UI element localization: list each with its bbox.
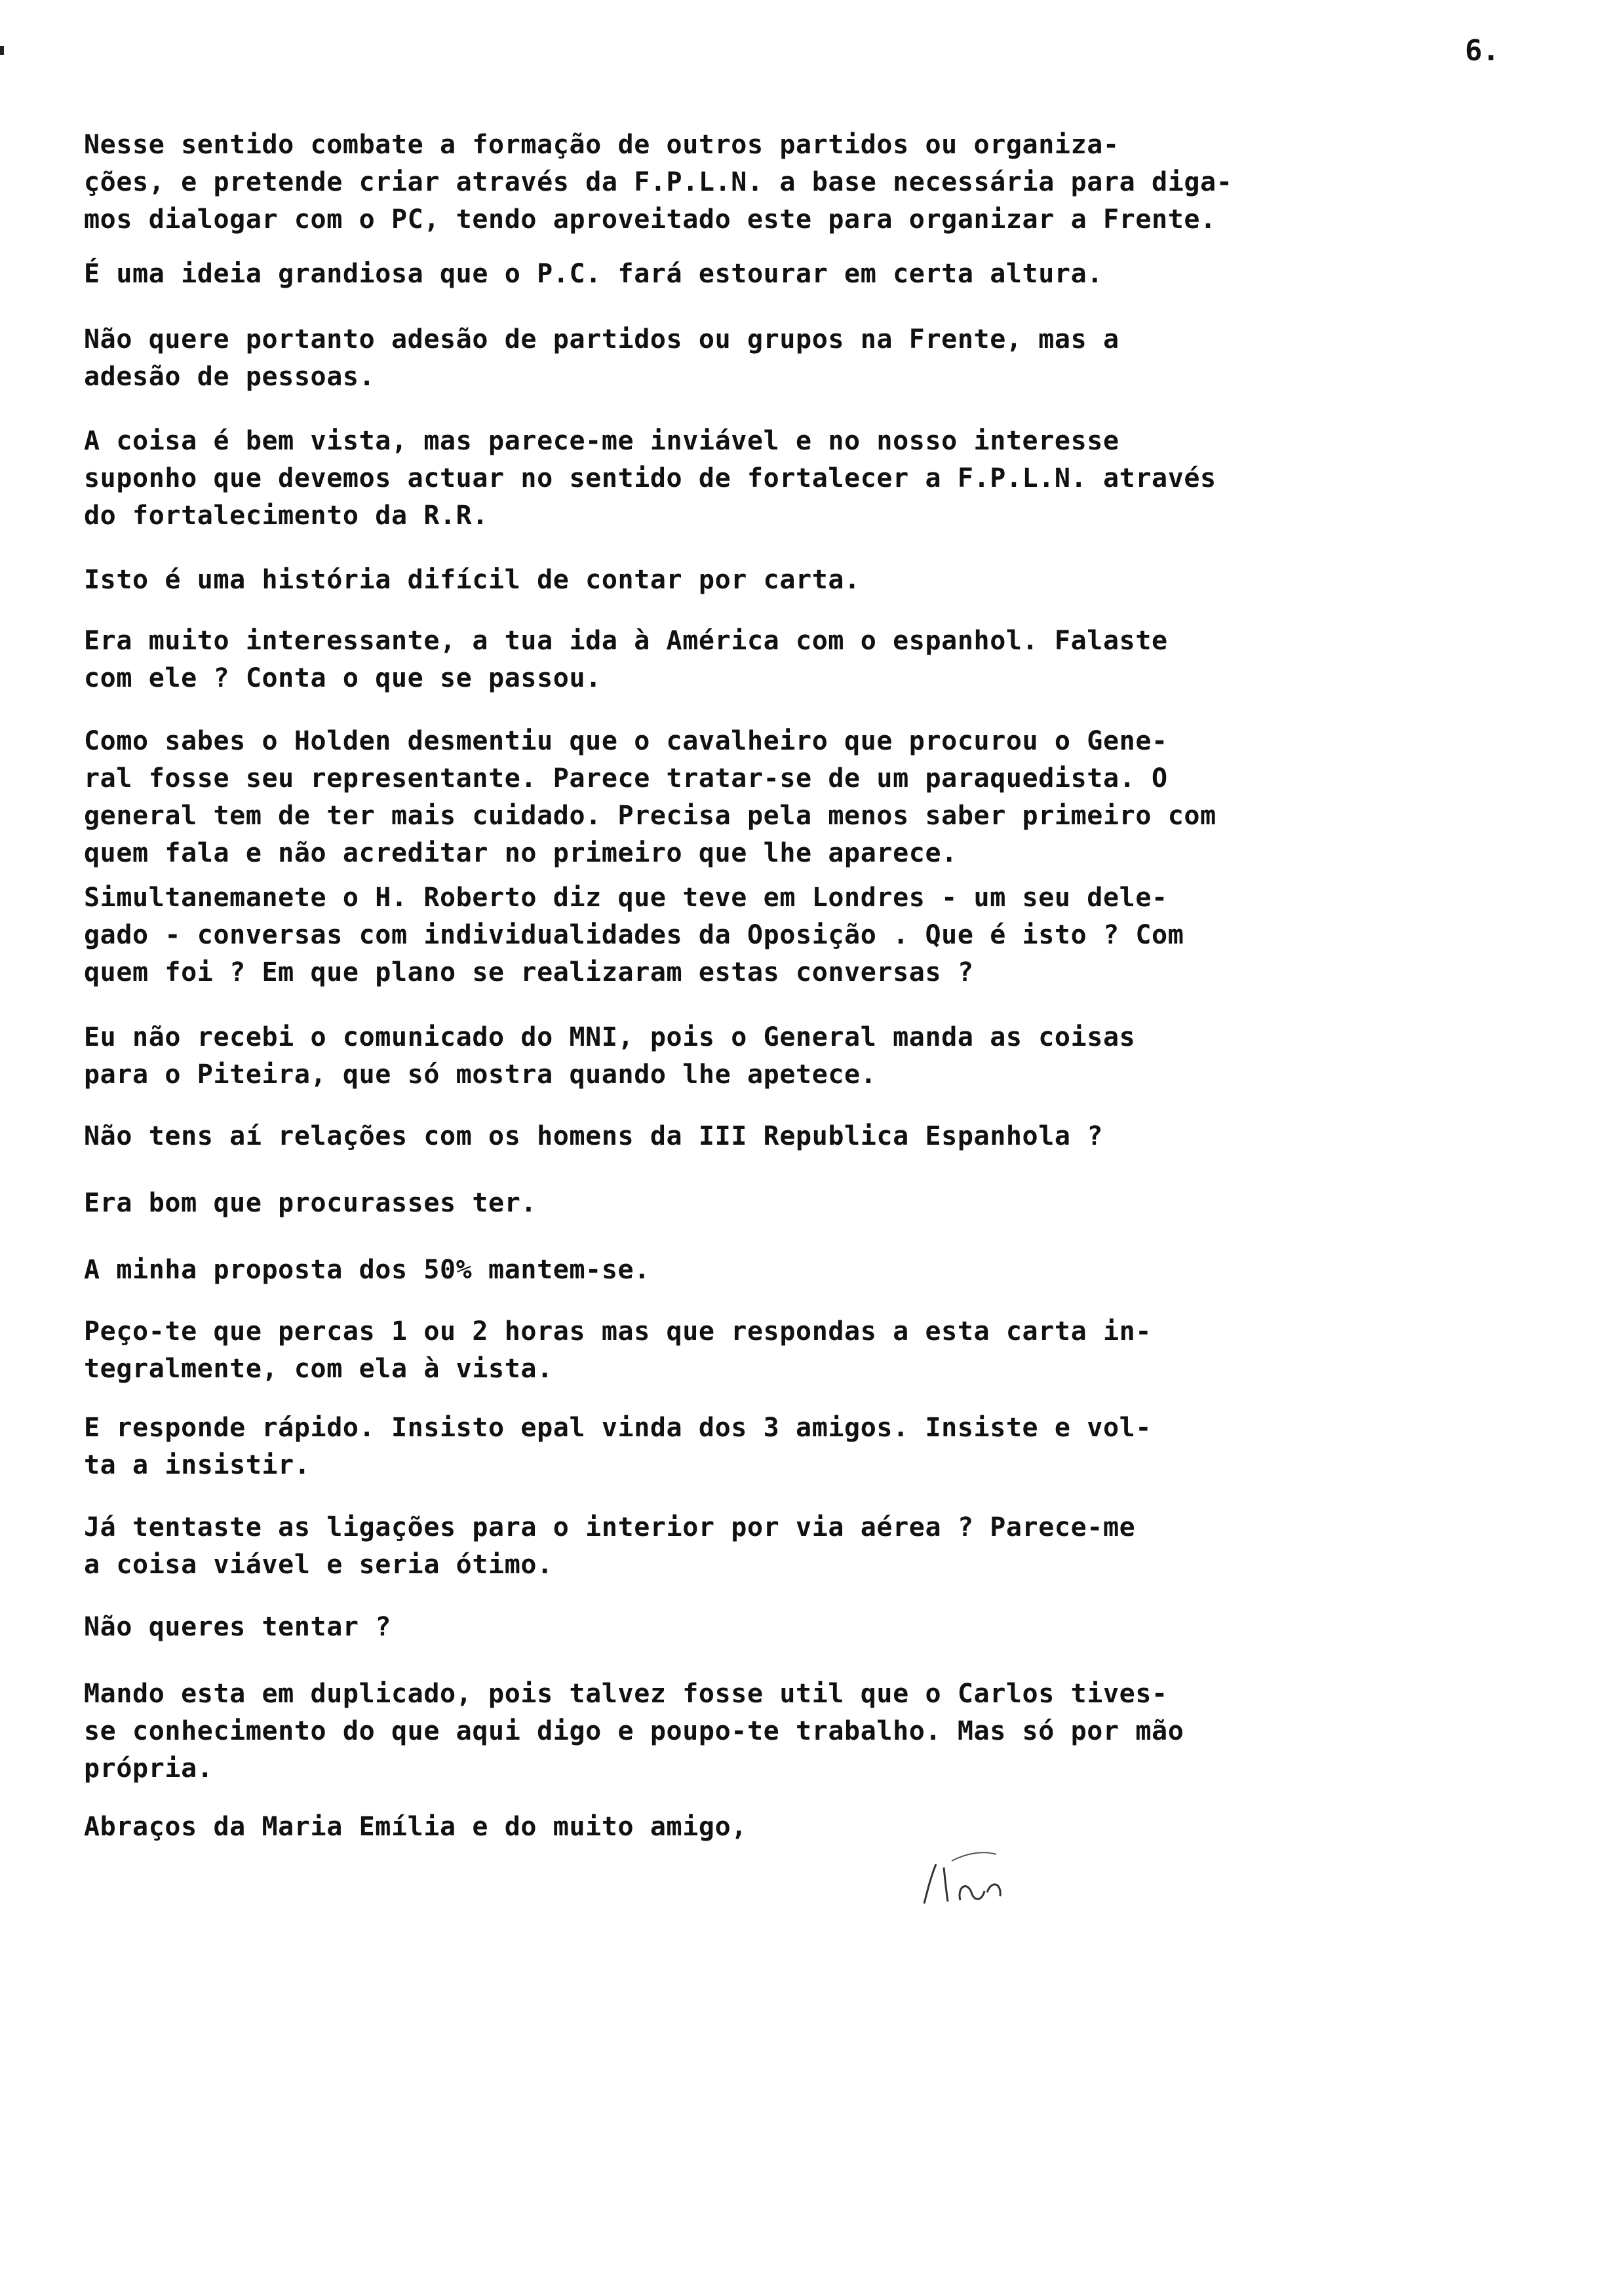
paragraph-12: A minha proposta dos 50% mantem-se.	[84, 1255, 650, 1285]
paragraph-16: Não queres tentar ?	[84, 1612, 391, 1642]
paragraph-14: E responde rápido. Insisto epal vinda dos 3 amigos. Insiste e vol- ta a insistir.	[84, 1413, 1152, 1480]
handwritten-signature	[905, 1841, 1022, 1913]
paragraph-3: Não quere portanto adesão de partidos ou grupos na Frente, mas a adesão de pessoas.	[84, 324, 1119, 392]
paragraph-2: É uma ideia grandiosa que o P.C. fará estourar em certa altura.	[84, 259, 1103, 289]
paragraph-18: Abraços da Maria Emília e do muito amigo,	[84, 1812, 747, 1842]
paragraph-10: Não tens aí relações com os homens da III Republica Espanhola ?	[84, 1121, 1103, 1151]
paragraph-9: Eu não recebi o comunicado do MNI, pois o General manda as coisas para o Piteira, que só mostra quando lhe apetece.	[84, 1022, 1136, 1090]
paragraph-11: Era bom que procurasses ter.	[84, 1188, 537, 1218]
paragraph-13: Peço-te que percas 1 ou 2 horas mas que respondas a esta carta in- tegralmente, com ela à vista.	[84, 1316, 1152, 1384]
paragraph-6: Era muito interessante, a tua ida à América com o espanhol. Falaste com ele ? Conta o que se passou.	[84, 626, 1168, 693]
edge-mark	[0, 46, 4, 55]
paragraph-5: Isto é uma história difícil de contar por carta.	[84, 565, 861, 595]
paragraph-1: Nesse sentido combate a formação de outros partidos ou organiza- ções, e pretende criar através da F.P.L.N. a base necessária para diga- mos dialogar com o PC, tendo aproveitado este para organizar a Frente.	[84, 130, 1233, 235]
paragraph-7: Como sabes o Holden desmentiu que o cavalheiro que procurou o Gene- ral fosse seu representante. Parece tratar-se de um paraquedista. O general tem de ter mais cuidado. Precisa pela menos saber primeiro com quem fala e não acreditar no primeiro que lhe aparece.	[84, 726, 1216, 868]
paragraph-4: A coisa é bem vista, mas parece-me inviável e no nosso interesse suponho que devemos actuar no sentido de fortalecer a F.P.L.N. através do fortalecimento da R.R.	[84, 426, 1216, 531]
page-number: 6.	[1465, 34, 1500, 67]
paragraph-17: Mando esta em duplicado, pois talvez fosse util que o Carlos tives- se conhecimento do que aqui digo e poupo-te trabalho. Mas só por mão própria.	[84, 1679, 1184, 1784]
paragraph-8: Simultanemanete o H. Roberto diz que teve em Londres - um seu dele- gado - conversas com individualidades da Oposição . Que é isto ? Com quem foi ? Em que plano se realizaram estas conversas ?	[84, 883, 1184, 987]
paragraph-15: Já tentaste as ligações para o interior por via aérea ? Parece-me a coisa viável e seria ótimo.	[84, 1512, 1136, 1580]
